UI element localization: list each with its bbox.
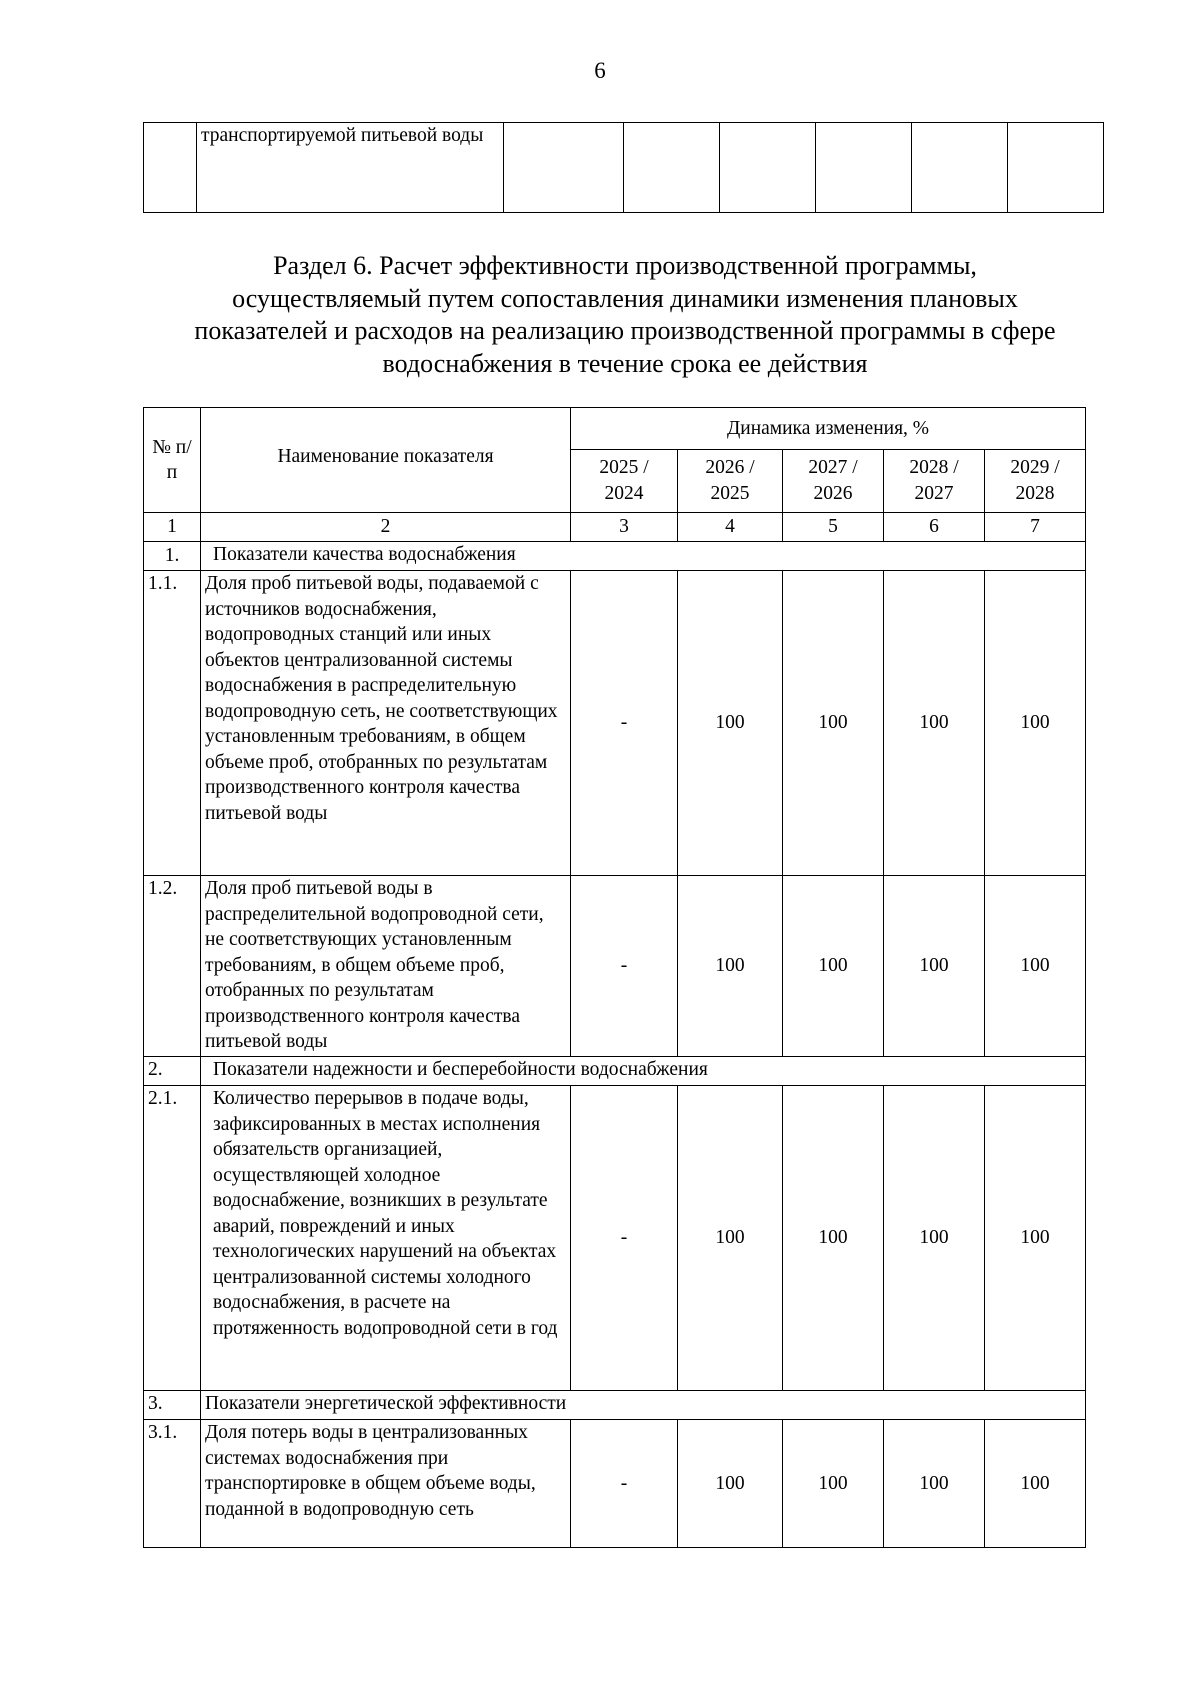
row-value: 100 <box>985 876 1086 1057</box>
row-value: 100 <box>678 876 783 1057</box>
header-period: 2029 / 2028 <box>985 449 1086 512</box>
efficiency-table <box>143 407 1086 1548</box>
row-value: 100 <box>678 571 783 876</box>
row-value: 100 <box>985 1086 1086 1391</box>
table-cell: транспортируемой питьевой воды <box>197 123 504 213</box>
row-value: 100 <box>678 1086 783 1391</box>
row-value: 100 <box>884 876 985 1057</box>
table-row <box>144 1086 1086 1391</box>
column-number: 2 <box>201 513 571 542</box>
group-title: Показатели надежности и бесперебойности водоснабжения <box>201 1057 1086 1086</box>
header-period: 2026 / 2025 <box>678 449 783 512</box>
table-row <box>144 571 1086 876</box>
row-num: 3.1. <box>144 1420 201 1548</box>
column-number: 3 <box>571 513 678 542</box>
table-cell <box>912 123 1008 213</box>
section-title-line: водоснабжения в течение срока ее действия <box>382 348 868 378</box>
table-cell <box>144 123 197 213</box>
row-num: 1.1. <box>144 571 201 876</box>
table-row <box>144 123 1104 213</box>
row-value: 100 <box>783 571 884 876</box>
table-cell <box>624 123 720 213</box>
row-name: Доля потерь воды в централизованных системах водоснабжения при транспортировке в общем объеме воды, поданной в водопроводную сеть <box>201 1420 571 1548</box>
table-row <box>144 876 1086 1057</box>
row-num: 1.2. <box>144 876 201 1057</box>
section-title-line: осуществляемый путем сопоставления динамики изменения плановых <box>232 283 1018 313</box>
row-value: 100 <box>783 876 884 1057</box>
table-cell <box>720 123 816 213</box>
page-number: 6 <box>594 58 606 83</box>
group-num: 2. <box>144 1057 201 1086</box>
row-value: - <box>571 1420 678 1548</box>
row-value: 100 <box>783 1420 884 1548</box>
header-dynamics: Динамика изменения, % <box>571 408 1086 450</box>
row-value: - <box>571 876 678 1057</box>
header-period: 2025 / 2024 <box>571 449 678 512</box>
group-title: Показатели качества водоснабжения <box>201 542 1086 571</box>
group-row <box>144 1391 1086 1420</box>
row-value: - <box>571 1086 678 1391</box>
row-name: Количество перерывов в подаче воды, зафиксированных в местах исполнения обязательств организацией, осуществляющей холодное водоснабжение, возникших в результате аварий, повреждений и иных технологических нарушений на объектах централизованной системы холодного водоснабжения, в расчете на протяженность водопроводной сети в год <box>201 1086 571 1391</box>
column-number: 6 <box>884 513 985 542</box>
group-num: 1. <box>144 542 201 571</box>
header-period: 2027 / 2026 <box>783 449 884 512</box>
table-cell <box>504 123 624 213</box>
column-number: 7 <box>985 513 1086 542</box>
row-num: 2.1. <box>144 1086 201 1391</box>
row-value: 100 <box>884 1086 985 1391</box>
table-row <box>144 1420 1086 1548</box>
group-num: 3. <box>144 1391 201 1420</box>
table-cell <box>1008 123 1104 213</box>
row-value: 100 <box>985 1420 1086 1548</box>
header-num: № п/п <box>144 408 201 513</box>
row-value: 100 <box>884 1420 985 1548</box>
table-cell <box>816 123 912 213</box>
group-row <box>144 1057 1086 1086</box>
group-row <box>144 542 1086 571</box>
column-numbers-row <box>144 513 1086 542</box>
continuation-table <box>143 122 1104 213</box>
column-number: 1 <box>144 513 201 542</box>
column-number: 5 <box>783 513 884 542</box>
row-name: Доля проб питьевой воды в распределительной водопроводной сети, не соответствующих установленным требованиям, в общем объеме проб, отобранных по результатам производственного контроля качества питьевой воды <box>201 876 571 1057</box>
row-value: 100 <box>884 571 985 876</box>
row-value: 100 <box>783 1086 884 1391</box>
column-number: 4 <box>678 513 783 542</box>
header-name: Наименование показателя <box>201 408 571 513</box>
header-row <box>144 408 1086 450</box>
section-title-line: Раздел 6. Расчет эффективности производственной программы, <box>273 251 977 280</box>
section-title-line: показателей и расходов на реализацию производственной программы в сфере <box>194 316 1056 345</box>
section-title <box>150 250 1100 380</box>
group-title: Показатели энергетической эффективности <box>201 1391 1086 1420</box>
row-name: Доля проб питьевой воды, подаваемой с источников водоснабжения, водопроводных станций или иных объектов централизованной системы водоснабжения в распределительную водопроводную сеть, не соответствующих установленным требованиям, в общем объеме проб, отобранных по результатам производственного контроля качества питьевой воды <box>201 571 571 876</box>
row-value: - <box>571 571 678 876</box>
row-value: 100 <box>985 571 1086 876</box>
row-value: 100 <box>678 1420 783 1548</box>
header-period: 2028 / 2027 <box>884 449 985 512</box>
